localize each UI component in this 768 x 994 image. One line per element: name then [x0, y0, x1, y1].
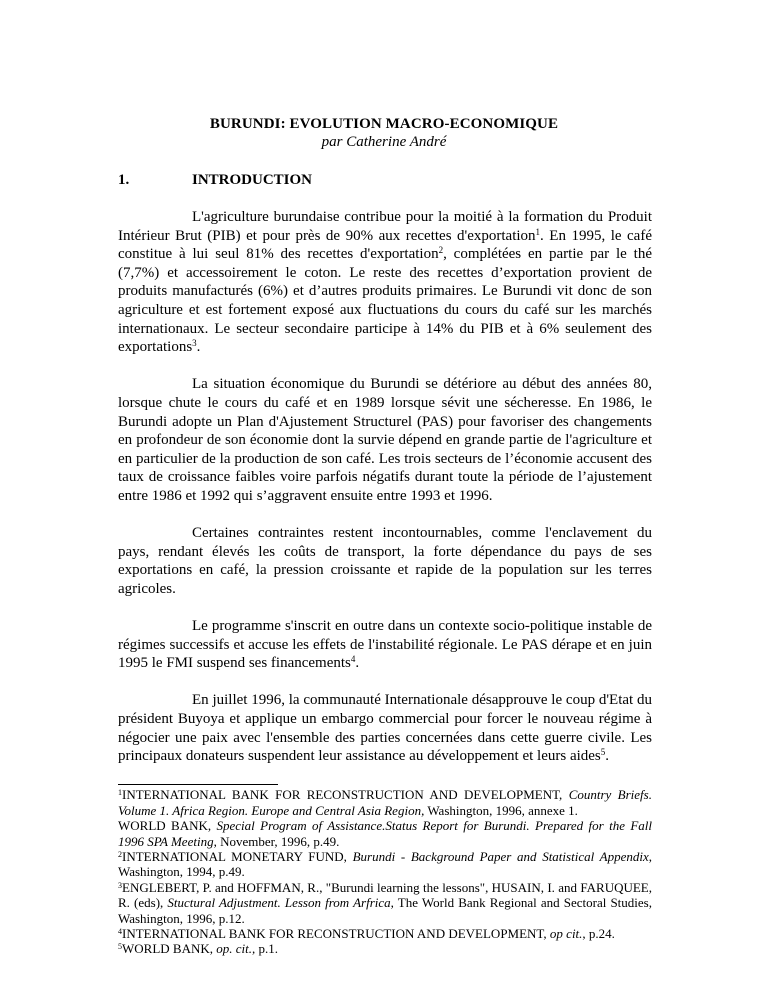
paragraph-5	[118, 691, 652, 765]
footnote-number: 1	[118, 788, 122, 798]
paragraph-text: La situation économique du Burundi se détériore au début des années 80, lorsque chute le cours du café et en 1989 lorsque sévit une sécheresse. En 1986, le Burundi adopte un Plan d'Ajustement Structurel (PAS) pour favoriser des changements en profondeur de son économie dont la survie dépend en grande partie de l'agriculture et en particulier de la production de son café. Les trois secteurs de l’économie accusent des taux de croissance faibles voire parfois négatifs durant toute la période de l’ajustement entre 1986 et 1992 qui s’aggravent ensuite entre 1993 et 1996.	[118, 376, 652, 504]
paragraph-text: . En 1995, le café constitue à lui seul 81% des recettes d'exportation	[118, 227, 652, 263]
footnote-number: 4	[118, 927, 122, 937]
footnote-title: op cit.	[549, 926, 583, 942]
footnotes	[118, 787, 652, 956]
footnote-text: , Washington, 1994, p.49.	[118, 849, 652, 880]
section-title: INTRODUCTION	[192, 172, 313, 188]
section-heading	[118, 172, 312, 189]
footnote-1	[118, 787, 652, 818]
footnote-1b	[118, 818, 652, 849]
paragraph-text: .	[355, 655, 360, 672]
section-number: 1.	[118, 172, 130, 188]
footnote-2	[118, 849, 652, 880]
footnote-text: INTERNATIONAL BANK FOR RECONSTRUCTION AND DEVELOPMENT,	[122, 787, 569, 803]
footnote-number: 5	[118, 942, 122, 952]
footnote-text: ENGLEBERT, P. and HOFFMAN, R., "Burundi learning the lessons", HUSAIN, I. and FARUQUEE, R. (eds),	[118, 879, 652, 911]
footnote-title: Stuctural Adjustment. Lesson from Arfrica,	[167, 895, 394, 911]
footnote-ref[interactable]: 5	[600, 747, 606, 758]
footnote-text: WORLD BANK,	[118, 818, 217, 834]
footnote-4	[118, 926, 652, 941]
footnote-text: , p.24.	[582, 926, 615, 942]
paragraph-text: .	[196, 339, 201, 356]
footnote-5	[118, 941, 652, 956]
paragraph-text: L'agriculture burundaise contribue pour la moitié à la formation du Produit Intérieur Brut (PIB) et pour près de 90% aux recettes d'exportation	[118, 209, 652, 244]
paragraph-3	[118, 524, 652, 598]
footnote-ref[interactable]: 2	[438, 245, 444, 256]
document-body	[118, 208, 652, 957]
paragraph-text: , complétées en partie par le thé (7,7%) et accessoirement le coton. Le reste des recettes d’exportation provient de produits manufacturés (6%) et d’autres produits primaires. Le Burundi vit donc de son agriculture et est fortement exposé aux fluctuations du cours du café sur les marchés internationaux. Le secteur secondaire participe à 14% du PIB et à 6% seulement des exportations	[118, 246, 653, 356]
footnote-ref[interactable]: 3	[192, 338, 197, 349]
paragraph-1	[118, 208, 652, 357]
footnote-text: Washington, 1996, annexe 1.	[424, 802, 578, 818]
paragraph-text: .	[605, 748, 610, 765]
paragraph-text: Le programme s'inscrit en outre dans un contexte socio-politique instable de régimes successifs et accuse les effets de l'instabilité régionale. Le PAS dérape et en juin 1995 le FMI suspend ses financements	[118, 618, 652, 672]
footnote-text: WORLD BANK,	[122, 941, 217, 957]
footnote-title: Burundi - Background Paper and Statistical Appendix	[352, 849, 649, 865]
footnote-text: INTERNATIONAL MONETARY FUND,	[122, 849, 353, 865]
paragraph-2	[118, 375, 652, 505]
footnote-number: 3	[118, 880, 122, 890]
footnote-3	[118, 880, 652, 926]
footnote-ref[interactable]: 4	[350, 654, 356, 665]
paragraph-text: En juillet 1996, la communauté Internationale désapprouve le coup d'Etat du président Buyoya et applique un embargo commercial pour forcer le nouveau régime à négocier une paix avec l'ensemble des parties concernées dans cette guerre civile. Les principaux donateurs suspendent leur assistance au développement et leurs aides	[118, 692, 652, 765]
footnote-title: op. cit.,	[216, 941, 256, 957]
author-line: par Catherine André	[321, 134, 447, 150]
footnote-separator	[118, 784, 278, 785]
footnote-text: , November, 1996, p.49.	[213, 833, 340, 849]
footnote-text: p.1.	[255, 941, 278, 957]
footnote-text: INTERNATIONAL BANK FOR RECONSTRUCTION AND DEVELOPMENT,	[122, 926, 550, 942]
footnote-text: The World Bank Regional and Sectoral Studies, Washington, 1996, p.12.	[118, 895, 652, 926]
footnote-number: 2	[118, 850, 122, 860]
document-title: BURUNDI: EVOLUTION MACRO-ECONOMIQUE	[209, 116, 559, 132]
paragraph-text: Certaines contraintes restent incontournables, comme l'enclavement du pays, rendant élevés les coûts de transport, la forte dépendance du pays de ses exportations en café, la pression croissante et rapide de la population sur les terres agricoles.	[118, 525, 652, 597]
footnote-title: Country Briefs. Volume 1. Africa Region. Europe and Central Asia Region,	[118, 787, 652, 818]
paragraph-4	[118, 617, 652, 673]
footnote-title: Special Program of Assistance.Status Report for Burundi. Prepared for the Fall 1996 SPA Meeting	[118, 818, 652, 849]
footnote-ref[interactable]: 1	[535, 226, 541, 237]
